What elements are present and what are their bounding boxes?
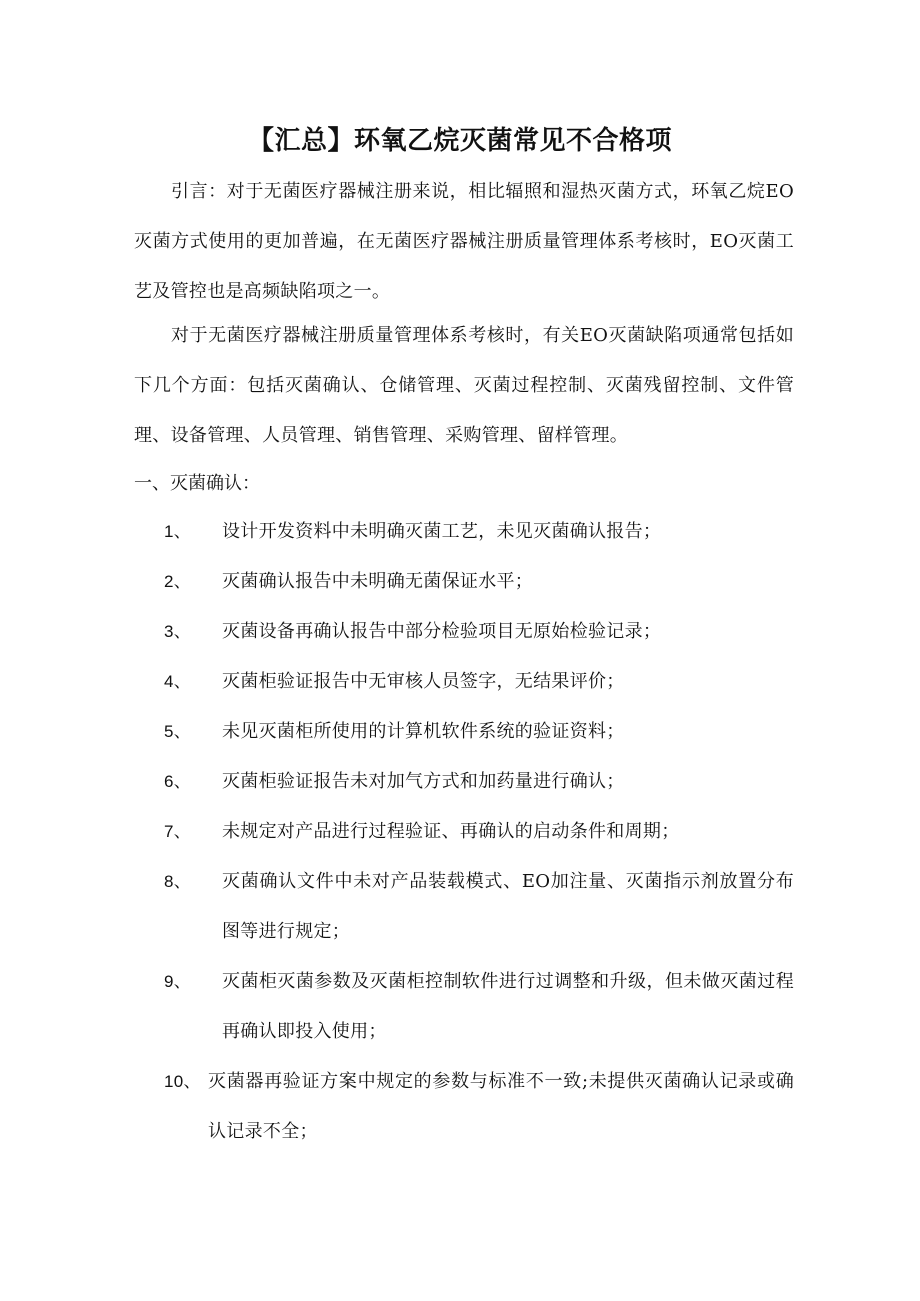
- item-text: 灭菌确认报告中未明确无菌保证水平；: [222, 571, 534, 592]
- item-text: 未见灭菌柜所使用的计算机软件系统的验证资料；: [222, 721, 625, 742]
- list-item: [164, 557, 804, 607]
- item-text: 灭菌器再验证方案中规定的参数与标准不一致;未提供灭菌确认记录或确认记录不全；: [208, 1071, 794, 1142]
- intro-paragraph: 引言：对于无菌医疗器械注册来说，相比辐照和湿热灭菌方式，环氧乙烷EO灭菌方式使用的更加普遍，在无菌医疗器械注册质量管理体系考核时，EO灭菌工艺及管控也是高频缺陷项之一。: [134, 181, 794, 302]
- section-heading: 一、灭菌确认：: [134, 473, 260, 494]
- item-text: 灭菌柜验证报告中无审核人员签字，无结果评价；: [222, 671, 625, 692]
- item-number: 7、: [164, 822, 192, 841]
- findings-list: [164, 507, 804, 1157]
- item-number: 1、: [164, 522, 192, 541]
- list-item: [164, 757, 804, 807]
- item-number: 9、: [164, 972, 192, 991]
- item-text: 未规定对产品进行过程验证、再确认的启动条件和周期；: [222, 821, 680, 842]
- list-item: [164, 807, 804, 857]
- item-number: 4、: [164, 672, 192, 691]
- list-item: [164, 607, 804, 657]
- list-item: [164, 857, 804, 957]
- item-text: 灭菌柜灭菌参数及灭菌柜控制软件进行过调整和升级，但未做灭菌过程再确认即投入使用；: [222, 971, 794, 1042]
- item-text: 灭菌确认文件中未对产品装载模式、EO加注量、灭菌指示剂放置分布图等进行规定；: [222, 871, 794, 942]
- item-text: 灭菌柜验证报告未对加气方式和加药量进行确认；: [222, 771, 625, 792]
- overview-paragraph: 对于无菌医疗器械注册质量管理体系考核时，有关EO灭菌缺陷项通常包括如下几个方面：包括灭菌确认、仓储管理、灭菌过程控制、灭菌残留控制、文件管理、设备管理、人员管理、销售管理、采购管理、留样管理。: [134, 325, 794, 446]
- document-title: 【汇总】环氧乙烷灭菌常见不合格项: [247, 126, 672, 156]
- item-number: 2、: [164, 572, 192, 591]
- item-text: 灭菌设备再确认报告中部分检验项目无原始检验记录；: [222, 621, 662, 642]
- list-item: [164, 707, 804, 757]
- item-number: 5、: [164, 722, 192, 741]
- item-text: 设计开发资料中未明确灭菌工艺，未见灭菌确认报告；: [222, 521, 662, 542]
- item-number: 6、: [164, 772, 192, 791]
- item-number: 8、: [164, 872, 192, 891]
- list-item: [164, 1057, 804, 1157]
- item-number: 10、: [164, 1072, 201, 1091]
- item-number: 3、: [164, 622, 192, 641]
- list-item: [164, 957, 804, 1057]
- list-item: [164, 507, 804, 557]
- list-item: [164, 657, 804, 707]
